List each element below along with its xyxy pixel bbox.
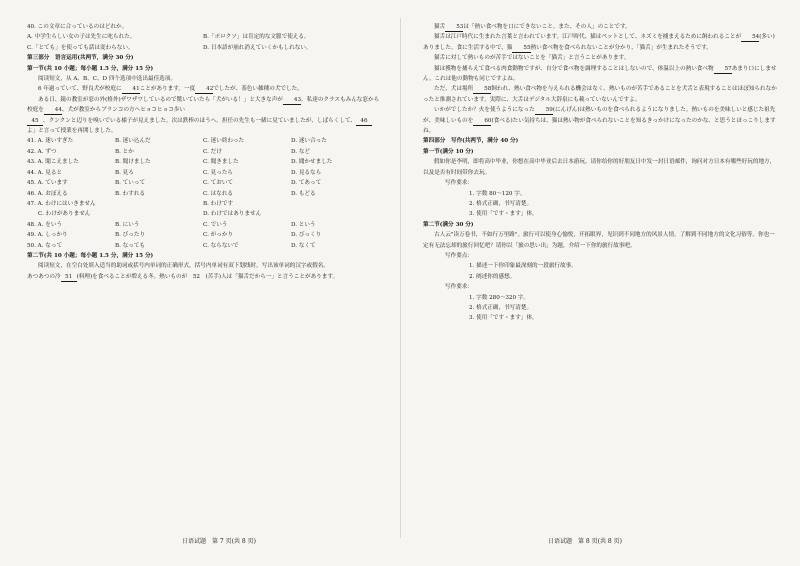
q40-option-b: B.「ポロクソ」は肯定的な文脈で使える。 <box>203 34 310 41</box>
footer-page-8: 日语试题 第 8 页(共 8 页) <box>548 538 622 545</box>
blank-60: 60 <box>473 117 491 126</box>
cloze-options <box>27 136 380 250</box>
req2-item-1: 1. 字数 280～320 字。 <box>469 294 529 301</box>
blank-59: 59 <box>535 106 553 115</box>
blank-46: 46 <box>356 117 372 126</box>
right-page <box>423 22 778 324</box>
req2-item-2: 2. 格式正确，书写清楚。 <box>469 304 533 311</box>
part3-sec1-instructions: 阅读短文，从 A、B、C、D 四个选项中选出最佳选项。 <box>38 76 176 83</box>
options-47-ab: 47. A. わけにはいきません B. わけです <box>27 200 234 207</box>
options-50: 50. A. なって B. なっても C. ならないで D. なくて <box>27 242 316 249</box>
options-41: 41. A. 迷いすぎた B. 迷い込んだ C. 迷い終わった D. 迷い合った <box>27 138 327 145</box>
req1-item-1: 1. 字数 80～120 字。 <box>469 190 526 197</box>
blank-44: 44 <box>44 106 62 115</box>
options-42: 42. A. ずつ B. とか C. だけ D. など <box>27 148 311 155</box>
part4-sec2-title: 第二节(满分 30 分) <box>423 221 474 228</box>
blank-42: 42 <box>195 85 213 94</box>
cloze-passage <box>27 84 380 136</box>
options-47-cd: C. わけがありません D. わけではありません <box>38 211 262 218</box>
left-page <box>27 22 380 282</box>
req2-item-3: 3. 使用「です・ます」体。 <box>469 315 538 322</box>
points-label: 写作要点： <box>445 252 473 259</box>
passage-cont-4: 猫は獲物を捕らえて食べる肉食動物ですが、自分で食べ物を調理することはしないので、体温以上の熱い食べ物 57あまり口にしません。これは他の動物も同じですよね。 <box>423 65 777 83</box>
q40-option-a: A. 中学生らしい女の子は先生に叱られた。 <box>27 34 136 41</box>
options-48: 48. A. をいう B. にいう C. でいう D. という <box>27 221 316 228</box>
blank-58: 58 <box>473 85 491 94</box>
blank-55: 55 <box>512 44 530 53</box>
part4-sec2-body: 古人云"读万卷书，不如行万里路"。旅行可以使身心愉悦，开拓眼界，见识到不同地方的风景人情，了解到不同地方的文化习俗等。你也一定有无法忘却的旅行回忆吧？请你以「旅の思い出」为题，介绍一下你的旅行故事吧。 <box>423 232 775 249</box>
blank-43: 43 <box>283 96 301 105</box>
blank-45: 45 <box>27 117 43 126</box>
req1-item-2: 2. 格式正确，书写清楚。 <box>469 200 533 207</box>
passage-line-3: 45 、クンクンと辺りを嗅いでいる様子が見えました。次は鉄棒のほうへ。担任の先生も一緒に見ていましたが、しばらくして、 46よ」と言って授業を再開しました。 <box>27 116 380 137</box>
sec2-passage-start: あつあつの冷 51 (料理)を食べることが増える冬。熱いものが 52 (苦手)人は「猫舌だから一」と言うことがあります。 <box>27 273 339 280</box>
q40-option-c: C.「とても」を使っても話は変わらない。 <box>27 44 134 51</box>
q40-stem: 40. この文章に合っているのはどれか。 <box>27 24 128 30</box>
blank-41: 41 <box>122 85 140 94</box>
req-label-2: 写作要求： <box>445 284 473 291</box>
part3-sec2-instructions: 阅读短文，在空白处填入适当的助词或括号内单词的正确形式，括号内单词有双下划线时，写出该单词的汉字或假名。 <box>38 263 329 270</box>
q40-option-d: D. 日本語が崩れ消えていくかもしれない。 <box>203 44 312 51</box>
blank-51: 51 <box>61 273 77 282</box>
page-divider <box>400 18 401 538</box>
options-43: 43. A. 聞こえました B. 聞けました C. 聞きました D. 聞かせました <box>27 159 333 166</box>
part4-sec1-body: 假如你是李明，即将高中毕业，你想在高中毕业后去日本游玩。请你给你的好朋友日中发一封日语邮件，询问对方日本有哪些好玩的地方，以及是否有时间带你去玩。 <box>423 159 776 176</box>
passage-line-1: 6 年過っていて、野良犬が校庭に 41ことがあります。一度 42でしたが、茶色い雑種の犬でした。 <box>38 86 303 93</box>
passage-cont-2: 猫舌は江戸時代に生まれた言葉と言われています。江戸時代、猫はペットとして、ネズミを捕まえるために飼われることが 54(多い)ありました。食に生活する中で、猫 55熱い食べ物を食べられないことが分かり、「猫舌」が生まれたそうです。 <box>423 34 775 51</box>
point-2: 2. 阐述你的感想。 <box>469 273 516 280</box>
part4-title: 第四部分 写作(共两节，满分 40 分) <box>423 138 519 145</box>
blank-54: 54 <box>741 33 759 42</box>
options-46: 46. A. おぼえる B. わすれる C. はなれる D. もどる <box>27 190 316 197</box>
passage-cont-3: 猫舌に対して熱いものが苦手ではないことを「猫舌」と言うことがあります。 <box>434 55 630 62</box>
q40-options-row1 <box>27 32 380 42</box>
part3-sec2-title: 第二节(共 10 小题；每小题 1.5 分，满分 15 分) <box>27 252 154 259</box>
passage-cont-6: いかがでしたか？火を使うようになった 59(にんげん)は熱いものを食べられるようになりました。熱いものを美味しいと感じた祖先が、美味しいものを 60(食べる)たい気持ちは、猫は熱い物が食べられないことを知るきっかけになったのかな、と思うとほっこりしますね。 <box>423 107 776 135</box>
passage-cont-1: 猫舌 53は「熱い食べ物を口にできないこと。また、その人」のことです。 <box>434 24 631 30</box>
options-49: 49. A. しっかり B. びったり C. がっかり D. びっくり <box>27 232 322 239</box>
passage-cont-5: ただ、犬は場所 58飼われ、熱い食べ物を与えられる機会はなく、熱いものが苦手であることを犬舌と表現することはほぼ知られなかったと推測されています。実際に、大舌はデジタル大辞泉にも載っていないんですよ。 <box>423 86 777 103</box>
footer-page-7: 日语试题 第 7 页(共 8 页) <box>182 538 256 545</box>
blank-57: 57 <box>714 65 732 74</box>
options-44: 44. A. 見ると B. 見ろ C. 見ったら D. 見るなら <box>27 169 322 176</box>
q40-options-row2 <box>27 43 380 53</box>
point-1: 1. 描述一下你印象最深刻的一段旅行故事。 <box>469 263 577 270</box>
options-45: 45. A. ています B. ていって C. ておいて D. てあって <box>27 180 322 187</box>
part3-title: 第三部分 语言运用(共两节，满分 30 分) <box>27 55 134 62</box>
req1-item-3: 3. 使用「です・ます」体。 <box>469 211 538 218</box>
part3-sec1-title: 第一节(共 10 小题；每小题 1.5 分，满分 15 分) <box>27 65 154 72</box>
req-label-1: 写作要求： <box>445 180 473 187</box>
blank-53: 53 <box>445 23 463 32</box>
passage-line-2: ある日、鏡の教室が窓の外(格外)ザワザワしているので驚いていたら「犬がいる！」と大きな声が 43。私達のクラスもみんな窓から校庭を 44、犬が教室からブランコの方へヒョコヒョコ歩い <box>27 96 380 114</box>
part4-sec1-title: 第一节(满分 10 分) <box>423 148 474 155</box>
